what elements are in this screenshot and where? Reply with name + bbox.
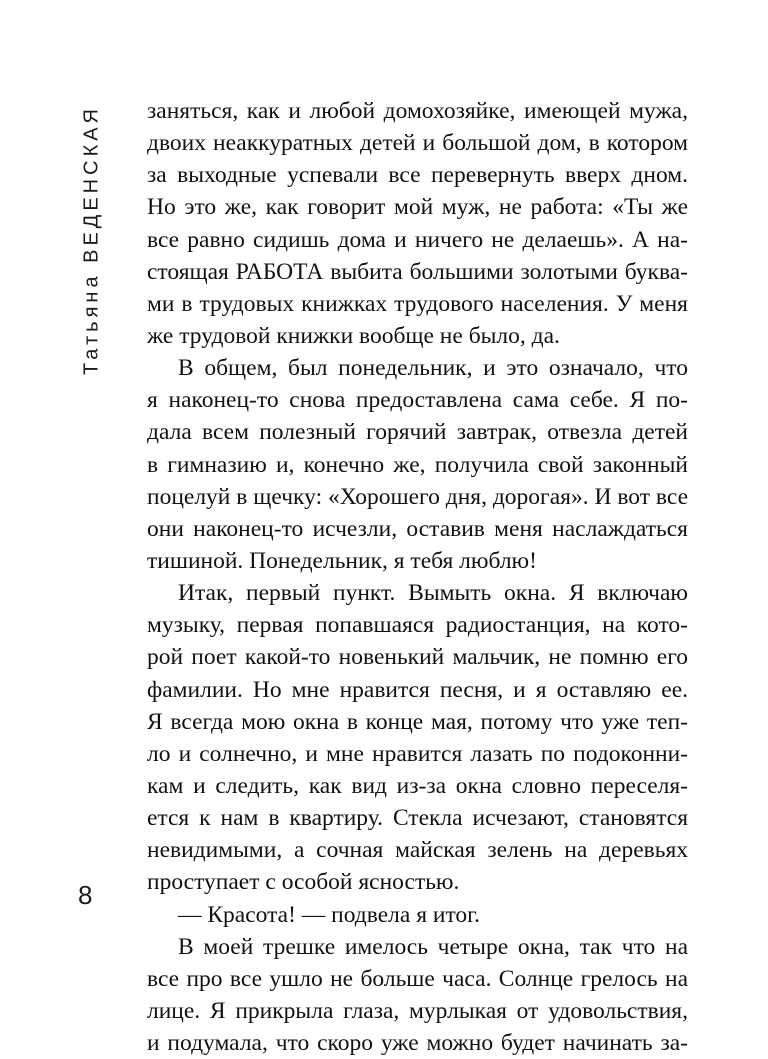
text-line: Я всегда мою окна в конце мая, потому что уже теп-	[147, 708, 688, 735]
text-line: все про все ушло не больше часа. Солнце грелось на	[147, 965, 688, 992]
text-line: же трудовой книжки вообще не было, да.	[147, 322, 560, 349]
text-line: заняться, как и любой домохозяйке, имеющей мужа,	[147, 98, 688, 124]
text-line: В общем, был понедельник, и это означало, что	[178, 355, 688, 382]
text-line: В моей трешке имелось четыре окна, так что на	[178, 933, 688, 960]
text-line: в гимназию и, конечно же, получила свой законный	[147, 451, 688, 478]
text-line: Итак, первый пункт. Вымыть окна. Я включаю	[178, 580, 688, 607]
text-line: ется к нам в квартиру. Стекла исчезают, становятся	[147, 805, 688, 832]
text-line: проступает с особой ясностью.	[147, 869, 460, 896]
text-line: лице. Я прикрыла глаза, мурлыкая от удовольствия,	[147, 997, 688, 1024]
body-text	[147, 95, 688, 1059]
text-line: кам и следить, как вид из-за окна словно переселя-	[147, 772, 688, 799]
text-line: ло и солнечно, и мне нравится лазать по подоконни-	[147, 740, 688, 767]
text-line: дала всем полезный горячий завтрак, отвезла детей	[147, 419, 688, 446]
text-line: поцелуй в щечку: «Хорошего дня, дорогая». И вот все	[147, 483, 688, 510]
text-line: стоящая РАБОТА выбита большими золотыми буква-	[147, 258, 688, 285]
text-line: рой поет какой-то новенький мальчик, не помню его	[147, 644, 688, 671]
text-line: и подумала, что скоро уже можно будет начинать за-	[147, 1030, 688, 1057]
text-line: за выходные успевали все перевернуть вверх дном.	[147, 162, 688, 189]
text-line: — Красота! — подвела я итог.	[178, 901, 481, 928]
text-line: невидимыми, а сочная майская зелень на деревьях	[147, 837, 688, 864]
text-line: музыку, первая попавшаяся радиостанция, на кото-	[147, 612, 688, 639]
text-line: все равно сидишь дома и ничего не делаешь». А на-	[147, 226, 688, 253]
page-number: 8	[78, 880, 93, 910]
text-line: я наконец-то снова предоставлена сама себе. Я по-	[147, 387, 688, 414]
text-line: Но это же, как говорит мой муж, не работа: «Ты же	[147, 194, 688, 221]
text-line: фамилии. Но мне нравится песня, и я оставляю ее.	[147, 676, 688, 703]
text-line: ми в трудовых книжках трудового населения. У меня	[147, 290, 688, 317]
running-head-author: Татьяна ВЕДЕНСКАЯ	[80, 104, 103, 376]
text-line: тишиной. Понедельник, я тебя люблю!	[147, 547, 537, 574]
text-line: они наконец-то исчезли, оставив меня наслаждаться	[147, 515, 688, 542]
text-line: двоих неаккуратных детей и большой дом, в котором	[147, 130, 688, 157]
